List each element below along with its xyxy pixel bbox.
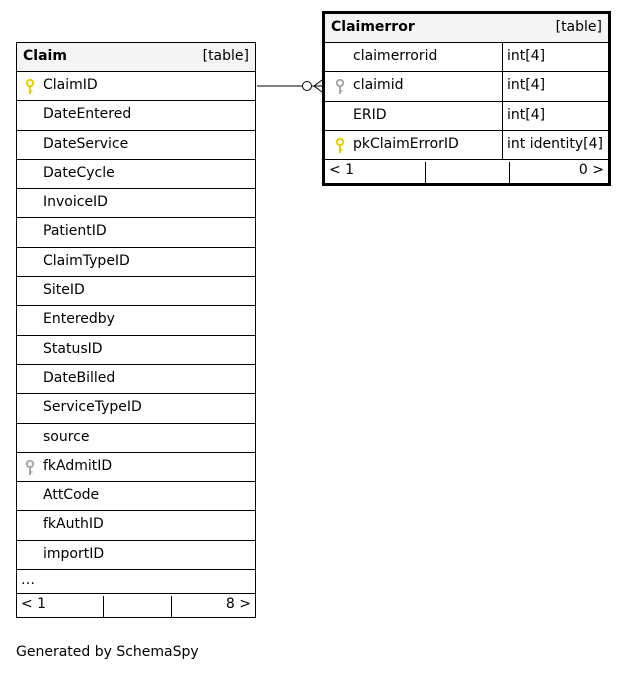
column-name: fkAuthID [43,516,104,533]
children-count: 8 > [225,596,251,613]
column-name: fkAdmitID [43,457,113,474]
column-type: int[4] [502,43,608,71]
generated-by-credit: Generated by SchemaSpy [16,644,199,660]
claimerror-table[interactable] [322,11,611,186]
column-row[interactable] [325,102,608,131]
column-row[interactable] [17,131,255,160]
column-name: ClaimTypeID [43,252,130,269]
parents-count: < 1 [21,596,47,613]
zero-cardinality-marker [303,82,312,91]
claim-table-footer [17,594,255,617]
column-row[interactable] [17,394,255,423]
column-row[interactable] [17,336,255,365]
column-name: AttCode [43,487,100,504]
column-row[interactable] [17,424,255,453]
primary-key-icon [25,79,35,95]
column-row[interactable] [17,511,255,540]
column-name: pkClaimErrorID [353,135,459,152]
column-name: InvoiceID [43,194,108,211]
foreign-key-icon [335,79,345,95]
column-row[interactable] [17,101,255,130]
table-name: Claim [23,48,67,64]
children-count: 0 > [578,162,604,179]
column-name: DateEntered [43,106,132,123]
column-row[interactable] [17,248,255,277]
column-row[interactable] [325,72,608,101]
table-kind: [table] [555,19,602,35]
column-name: ERID [353,106,387,123]
column-name: importID [43,545,105,562]
column-row[interactable] [17,160,255,189]
column-row[interactable] [17,453,255,482]
claim-table[interactable] [16,42,256,618]
column-name: ServiceTypeID [43,399,142,416]
column-type: int identity[4] [502,131,608,159]
column-name: claimid [353,77,404,94]
table-kind: [table] [202,48,249,64]
table-name: Claimerror [331,19,415,35]
column-row[interactable] [325,43,608,72]
column-row[interactable] [17,218,255,247]
more-columns-indicator: … [17,570,255,594]
column-type: int[4] [502,72,608,100]
column-name: claimerrorid [353,48,438,64]
column-name: SiteID [43,282,85,299]
parents-count: < 1 [329,162,355,179]
column-row[interactable] [17,72,255,101]
foreign-key-icon [25,460,35,476]
column-name: source [43,428,90,445]
column-name: Enteredby [43,311,115,328]
column-name: DateService [43,135,129,152]
column-row[interactable] [17,365,255,394]
column-name: ClaimID [43,77,98,93]
column-name: DateCycle [43,164,115,181]
claimerror-table-header [325,14,608,43]
column-name: StatusID [43,340,103,357]
column-name: DateBilled [43,369,116,386]
column-type: int[4] [502,102,608,130]
column-row[interactable] [17,306,255,335]
column-row[interactable] [17,541,255,570]
column-row[interactable] [17,482,255,511]
column-name: PatientID [43,223,107,240]
claim-table-header [17,43,255,72]
claimerror-table-footer [325,160,608,183]
primary-key-icon [335,138,345,154]
column-row[interactable] [17,189,255,218]
column-row[interactable] [325,131,608,160]
column-row[interactable] [17,277,255,306]
